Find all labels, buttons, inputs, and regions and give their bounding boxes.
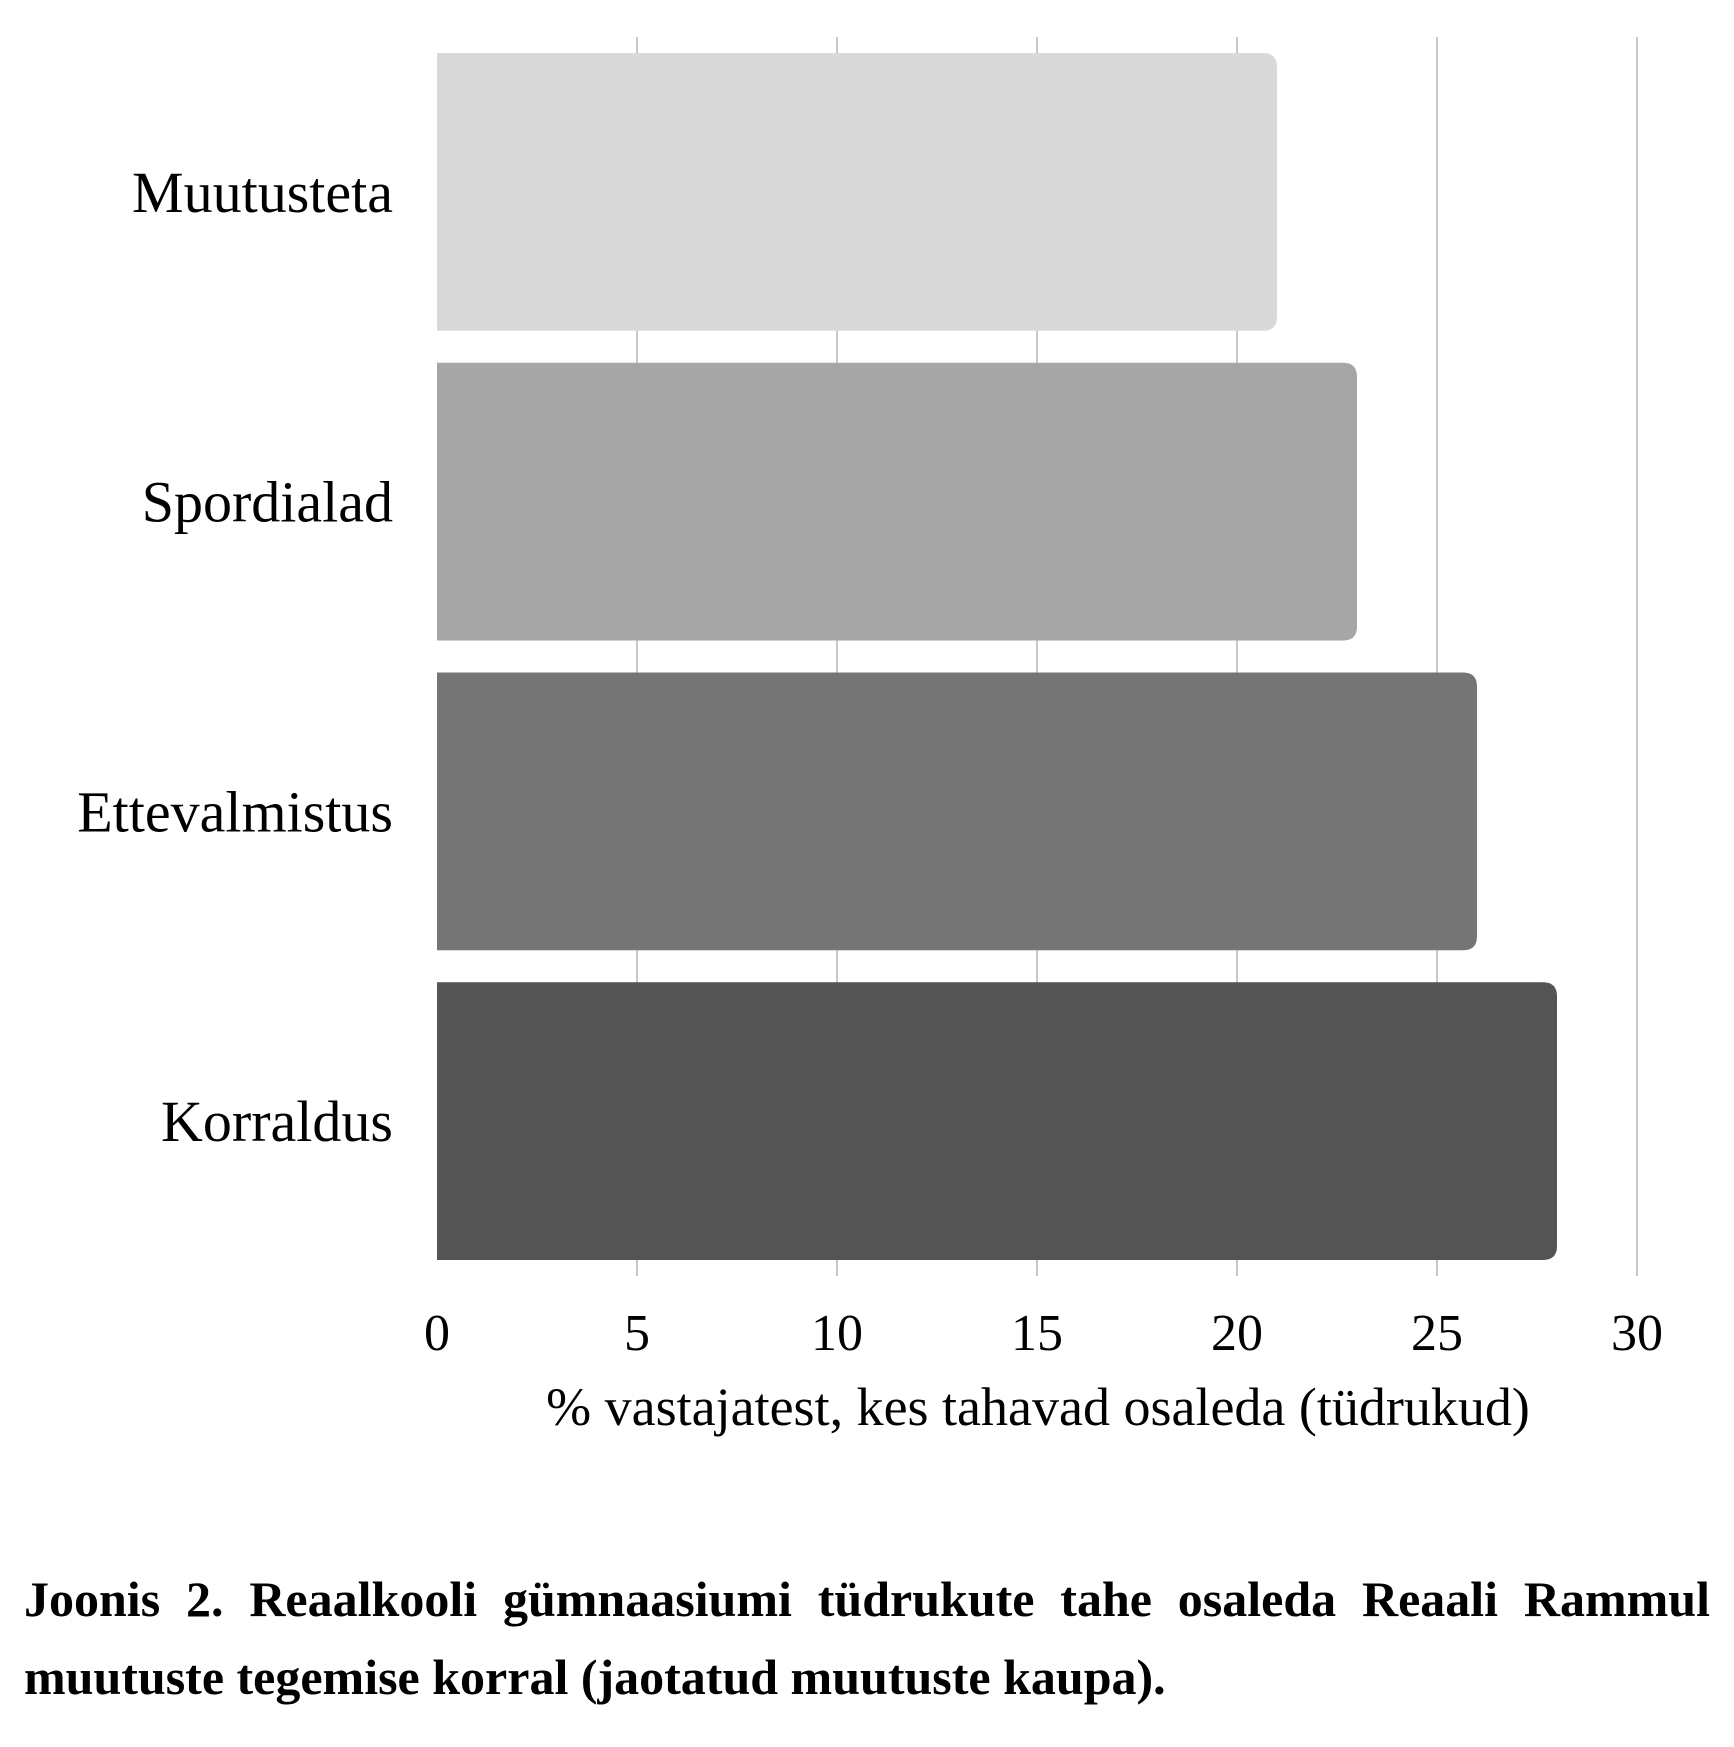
category-labels (77, 160, 393, 1154)
x-tick-label: 30 (1611, 1305, 1663, 1362)
x-tick-label: 25 (1411, 1305, 1463, 1362)
bar-muutusteta (437, 53, 1277, 331)
bar-spordialad (437, 363, 1357, 641)
x-tick-label: 20 (1211, 1305, 1263, 1362)
x-tick-label: 15 (1011, 1305, 1063, 1362)
x-tick-label: 10 (811, 1305, 863, 1362)
bar-ettevalmistus (437, 673, 1477, 951)
x-tick-label: 5 (624, 1305, 650, 1362)
category-label: Spordialad (141, 469, 393, 535)
category-label: Muutusteta (132, 159, 393, 225)
x-tick-labels (424, 1305, 1663, 1362)
x-tick-label: 0 (424, 1305, 450, 1362)
category-label: Ettevalmistus (77, 779, 393, 845)
figure-caption: Joonis 2. Reaalkooli gümnaasiumi tüdrukute tahe osaleda Reaali Rammul muutuste tegemise korral (jaotatud muutuste kaupa). (24, 1571, 1710, 1705)
category-label: Korraldus (161, 1089, 393, 1155)
bars (437, 53, 1557, 1260)
bar-korraldus (437, 982, 1557, 1260)
x-axis-title: % vastajatest, kes tahavad osaleda (tüdrukud) (546, 1377, 1530, 1437)
